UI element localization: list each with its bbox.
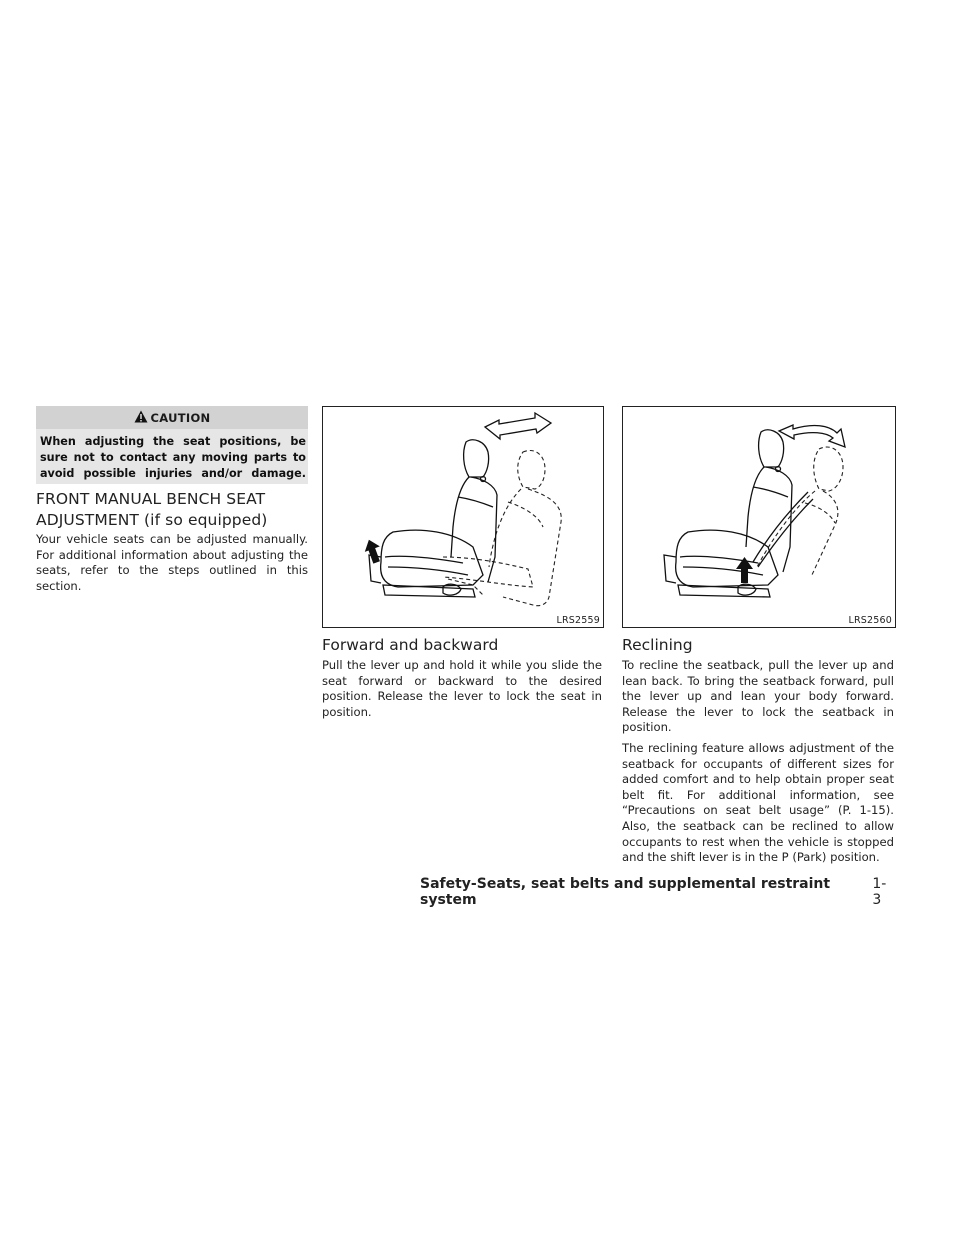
seat-slide-illustration	[323, 407, 603, 627]
figure-code: LRS2560	[848, 615, 892, 626]
forward-backward-title: Forward and backward	[322, 636, 499, 654]
warning-triangle-icon	[134, 410, 148, 426]
forward-backward-text: Pull the lever up and hold it while you slide the seat forward or backward to the desired position. Release the lever to lock the seat in position.	[322, 658, 602, 719]
reclining-text-1: To recline the seatback, pull the lever up and lean back. To bring the seatback forward, pull the lever up and lean your body forward. Release the lever to lock the seatback in position.	[622, 658, 894, 735]
figure-forward-backward	[322, 406, 604, 628]
reclining-text-2: The reclining feature allows adjustment of the seatback for occupants of different sizes for added comfort and to help obtain proper seat belt fit. For additional information, see “Precautions on seat belt usage” (P. 1-15). Also, the seatback can be reclined to allow occupants to rest when the vehicle is stopped and the shift lever is in the P (Park) position.	[622, 741, 894, 865]
reclining-title: Reclining	[622, 636, 693, 654]
caution-title: CAUTION	[150, 410, 211, 425]
section-intro: Your vehicle seats can be adjusted manually. For additional information about adjusting the seats, refer to the steps outlined in this section.	[36, 532, 308, 593]
footer-title: Safety-Seats, seat belts and supplemental restraint system	[420, 876, 831, 908]
section-title	[36, 489, 316, 531]
caution-header	[36, 406, 308, 429]
section-title-line1: FRONT MANUAL BENCH SEAT	[36, 490, 266, 508]
section-title-line2: ADJUSTMENT (if so equipped)	[36, 511, 268, 529]
figure-reclining	[622, 406, 896, 628]
seat-recline-illustration	[623, 407, 895, 627]
up-arrow-icon	[736, 557, 753, 583]
caution-text: When adjusting the seat positions, be sure not to contact any moving parts to avoid possible injuries and/or damage.	[40, 435, 306, 480]
page-number: 1-3	[872, 876, 887, 908]
page-footer	[420, 876, 894, 908]
curved-arrow-icon	[779, 425, 845, 447]
figure-code: LRS2559	[556, 615, 600, 626]
double-arrow-icon	[485, 413, 551, 439]
